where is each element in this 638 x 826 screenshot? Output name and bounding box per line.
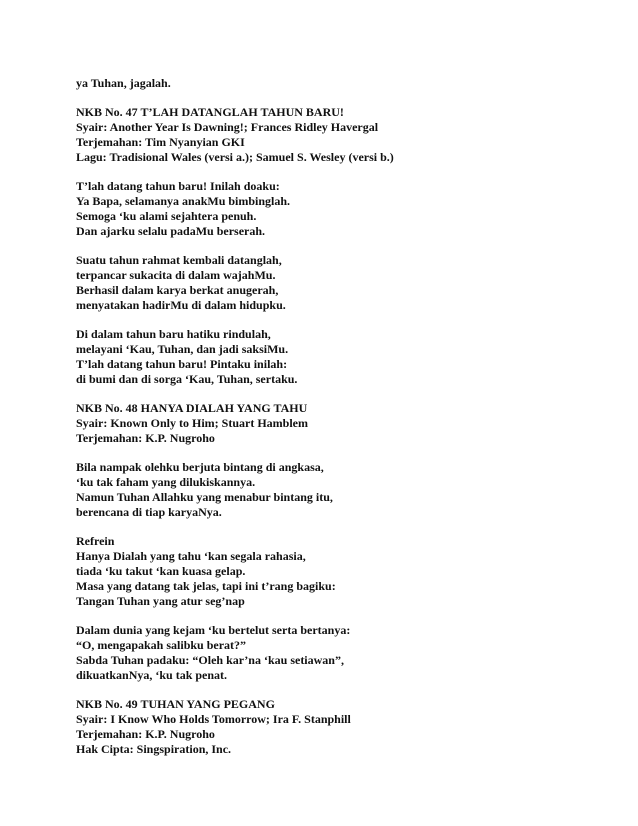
paragraph-spacer — [76, 91, 596, 105]
text-line: berencana di tiap karyaNya. — [76, 505, 222, 519]
text-line: Dan ajarku selalu padaMu berserah. — [76, 224, 266, 238]
paragraph-spacer — [76, 387, 596, 401]
text-line: Suatu tahun rahmat kembali datanglah, — [76, 253, 282, 267]
text-block-nkb47-verse2 — [76, 253, 596, 313]
text-line: Lagu: Tradisional Wales (versi a.); Samuel S. Wesley (versi b.) — [76, 150, 394, 164]
text-block-intro — [76, 76, 596, 91]
text-line: Refrein — [76, 534, 115, 548]
text-line: ‘ku tak faham yang dilukiskannya. — [76, 475, 256, 489]
text-line: ya Tuhan, jagalah. — [76, 76, 171, 90]
text-line: Dalam dunia yang kejam ‘ku bertelut serta bertanya: — [76, 623, 351, 637]
text-line: Bila nampak olehku berjuta bintang di angkasa, — [76, 460, 324, 474]
text-line: NKB No. 47 T’LAH DATANGLAH TAHUN BARU! — [76, 105, 344, 119]
text-line: T’lah datang tahun baru! Inilah doaku: — [76, 179, 280, 193]
text-line: menyatakan hadirMu di dalam hidupku. — [76, 298, 286, 312]
paragraph-spacer — [76, 446, 596, 460]
text-line: Syair: Another Year Is Dawning!; Frances Ridley Havergal — [76, 120, 379, 134]
text-line: “O, mengapakah salibku berat?” — [76, 638, 247, 652]
text-line: tiada ‘ku takut ‘kan kuasa gelap. — [76, 564, 246, 578]
text-line: Hanya Dialah yang tahu ‘kan segala rahasia, — [76, 549, 306, 563]
text-line: dikuatkanNya, ‘ku tak penat. — [76, 668, 228, 682]
text-line: Masa yang datang tak jelas, tapi ini t’rang bagiku: — [76, 579, 336, 593]
text-line: Namun Tuhan Allahku yang menabur bintang itu, — [76, 490, 333, 504]
paragraph-spacer — [76, 683, 596, 697]
text-line: Syair: I Know Who Holds Tomorrow; Ira F. Stanphill — [76, 712, 351, 726]
text-block-nkb48-verse1 — [76, 460, 596, 520]
text-line: Sabda Tuhan padaku: “Oleh kar’na ‘kau setiawan”, — [76, 653, 344, 667]
text-line: Di dalam tahun baru hatiku rindulah, — [76, 327, 271, 341]
text-line: Syair: Known Only to Him; Stuart Hamblem — [76, 416, 309, 430]
text-line: NKB No. 49 TUHAN YANG PEGANG — [76, 697, 275, 711]
paragraph-spacer — [76, 520, 596, 534]
text-block-nkb48-verse2 — [76, 623, 596, 683]
paragraph-spacer — [76, 239, 596, 253]
text-block-nkb47-verse1 — [76, 179, 596, 239]
text-block-nkb47-header — [76, 105, 596, 165]
text-block-nkb49-header — [76, 697, 596, 757]
paragraph-spacer — [76, 165, 596, 179]
text-line: Berhasil dalam karya berkat anugerah, — [76, 283, 279, 297]
text-line: Ya Bapa, selamanya anakMu bimbinglah. — [76, 194, 291, 208]
paragraph-spacer — [76, 313, 596, 327]
document-page — [76, 76, 596, 757]
text-line: NKB No. 48 HANYA DIALAH YANG TAHU — [76, 401, 308, 415]
text-line: Terjemahan: Tim Nyanyian GKI — [76, 135, 245, 149]
text-line: Tangan Tuhan yang atur seg’nap — [76, 594, 245, 608]
text-line: melayani ‘Kau, Tuhan, dan jadi saksiMu. — [76, 342, 289, 356]
paragraph-spacer — [76, 609, 596, 623]
text-block-nkb48-header — [76, 401, 596, 446]
text-line: di bumi dan di sorga ‘Kau, Tuhan, sertaku. — [76, 372, 298, 386]
text-line: T’lah datang tahun baru! Pintaku inilah: — [76, 357, 288, 371]
text-block-nkb47-verse3 — [76, 327, 596, 387]
text-block-nkb48-refrain — [76, 534, 596, 609]
text-line: Semoga ‘ku alami sejahtera penuh. — [76, 209, 257, 223]
text-line: Terjemahan: K.P. Nugroho — [76, 727, 215, 741]
text-line: Hak Cipta: Singspiration, Inc. — [76, 742, 232, 756]
text-line: terpancar sukacita di dalam wajahMu. — [76, 268, 276, 282]
text-line: Terjemahan: K.P. Nugroho — [76, 431, 215, 445]
